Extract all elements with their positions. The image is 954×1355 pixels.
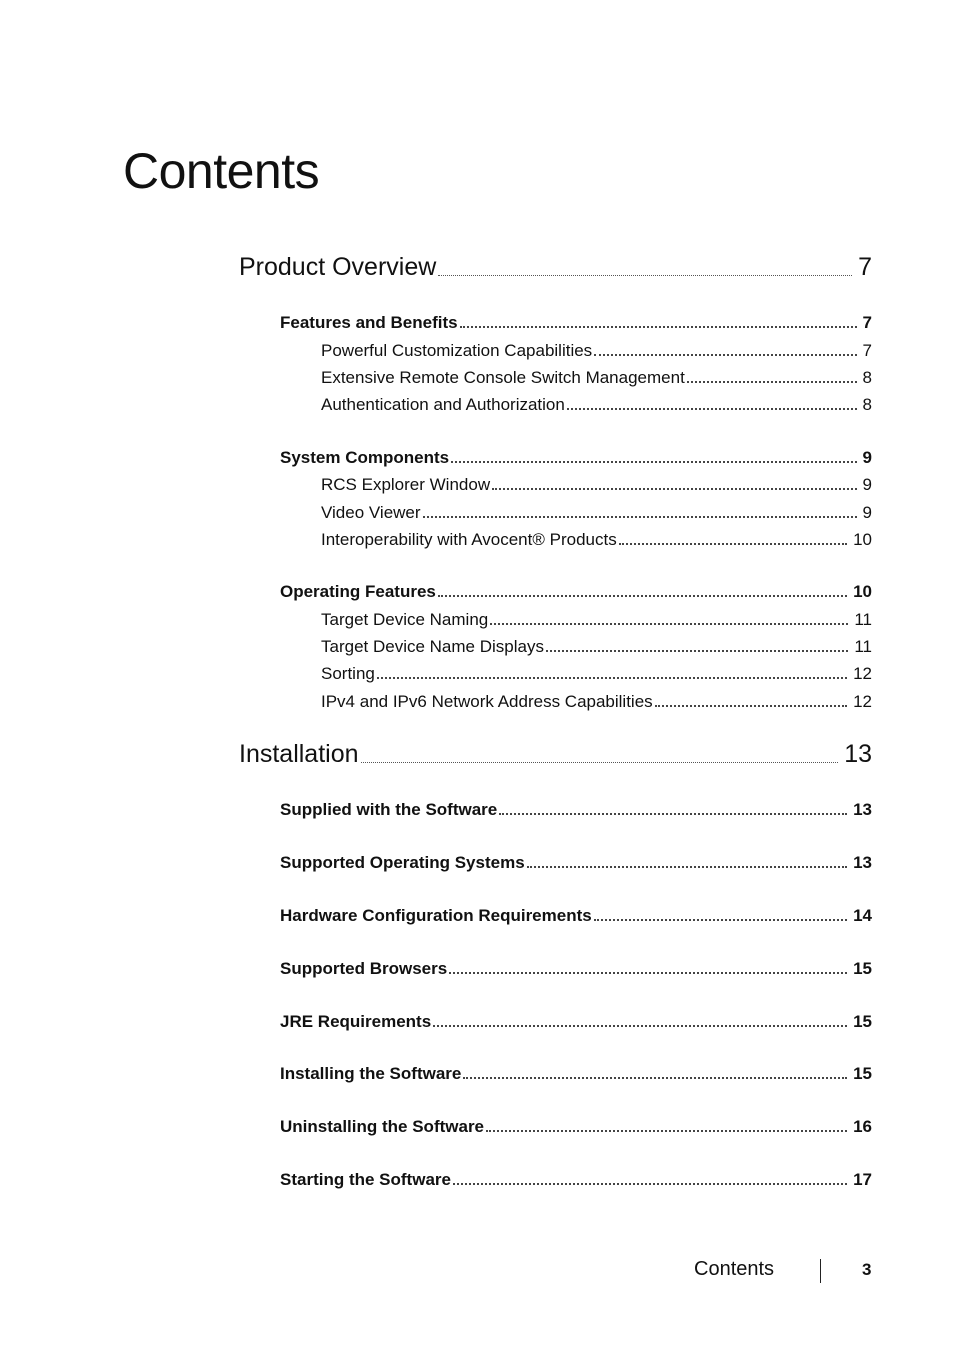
- toc-page-number: 7: [862, 341, 872, 360]
- toc-page-number: 8: [862, 395, 872, 414]
- dot-leader: [423, 516, 857, 518]
- toc-section[interactable]: [280, 1170, 872, 1190]
- dot-leader: [567, 408, 857, 410]
- toc-section[interactable]: [280, 1117, 872, 1137]
- toc-page-number: 7: [862, 313, 872, 332]
- dot-leader: [527, 866, 847, 868]
- dot-leader: [655, 705, 847, 707]
- dot-leader: [492, 488, 856, 490]
- dot-leader: [499, 813, 847, 815]
- toc-section[interactable]: [280, 959, 872, 979]
- dot-leader: [451, 461, 856, 463]
- toc-subsection[interactable]: [321, 341, 872, 361]
- dot-leader: [438, 595, 847, 597]
- footer-separator: [820, 1259, 821, 1283]
- toc-section[interactable]: [280, 800, 872, 820]
- toc-section-features-and-benefits[interactable]: [280, 313, 872, 333]
- toc-subsection[interactable]: [321, 475, 872, 495]
- toc-page-number: 13: [853, 853, 872, 872]
- toc-page-number: 10: [853, 530, 872, 549]
- toc-subsection[interactable]: [321, 395, 872, 415]
- toc-subsection-label: Extensive Remote Console Switch Management: [321, 368, 685, 387]
- toc-section-label: Supported Browsers: [280, 959, 448, 978]
- toc-subsection-label: Authentication and Authorization: [321, 395, 565, 414]
- toc-section-label: Uninstalling the Software: [280, 1117, 485, 1136]
- toc-page-number: 9: [862, 503, 872, 522]
- toc-section[interactable]: [280, 1064, 872, 1084]
- dot-leader: [687, 381, 857, 383]
- toc-subsection-label: IPv4 and IPv6 Network Address Capabilities: [321, 692, 653, 711]
- dot-leader: [453, 1183, 847, 1185]
- toc-section[interactable]: [280, 906, 872, 926]
- toc-page-number: 13: [853, 800, 872, 819]
- toc-subsection[interactable]: [321, 368, 872, 388]
- toc-section[interactable]: [280, 1012, 872, 1032]
- toc-page-number: 7: [858, 253, 872, 281]
- page-title: Contents: [123, 143, 320, 199]
- toc-chapter-installation[interactable]: [239, 740, 872, 769]
- toc-section-label: Supported Operating Systems: [280, 853, 525, 872]
- toc-subsection[interactable]: [321, 664, 872, 684]
- toc-subsection-label: Target Device Naming: [321, 610, 489, 629]
- dot-leader: [486, 1130, 847, 1132]
- toc-page-number: 13: [844, 740, 872, 768]
- toc-page-number: 17: [853, 1170, 872, 1189]
- dot-leader: [433, 1025, 847, 1027]
- dot-leader: [377, 677, 847, 679]
- dot-leader: [546, 650, 848, 652]
- footer-page-number: 3: [862, 1260, 872, 1279]
- toc-subsection-label: Powerful Customization Capabilities: [321, 341, 593, 360]
- dot-leader: [361, 762, 839, 763]
- toc-chapter-product-overview[interactable]: [239, 253, 872, 282]
- toc-section-label: Installing the Software: [280, 1064, 462, 1083]
- toc-page-number: 9: [862, 475, 872, 494]
- toc-page-number: 16: [853, 1117, 872, 1136]
- toc-page-number: 12: [853, 692, 872, 711]
- toc-subsection-label: Interoperability with Avocent® Products: [321, 530, 617, 549]
- toc-section-label: Features and Benefits: [280, 313, 458, 332]
- dot-leader: [438, 275, 852, 276]
- toc-page-number: 8: [862, 368, 872, 387]
- toc-page-number: 11: [854, 637, 872, 656]
- toc-section[interactable]: [280, 853, 872, 873]
- dot-leader: [463, 1077, 847, 1079]
- toc-subsection[interactable]: [321, 610, 872, 630]
- toc-subsection[interactable]: [321, 503, 872, 523]
- footer-label: Contents: [694, 1258, 775, 1280]
- toc-section-system-components[interactable]: [280, 448, 872, 468]
- toc-page-number: 15: [853, 1064, 872, 1083]
- toc-section-label: Starting the Software: [280, 1170, 451, 1189]
- toc-section-label: System Components: [280, 448, 450, 467]
- toc-chapter-label: Installation: [239, 740, 359, 768]
- toc-chapter-label: Product Overview: [239, 253, 437, 281]
- dot-leader: [490, 623, 848, 625]
- dot-leader: [460, 326, 857, 328]
- dot-leader: [594, 354, 856, 356]
- toc-section-label: Operating Features: [280, 582, 436, 601]
- toc-subsection-label: Target Device Name Displays: [321, 637, 544, 656]
- toc-subsection[interactable]: [321, 692, 872, 712]
- toc-subsection-label: RCS Explorer Window: [321, 475, 491, 494]
- toc-page-number: 11: [854, 610, 872, 629]
- toc-page-number: 15: [853, 959, 872, 978]
- toc-subsection[interactable]: [321, 530, 872, 550]
- toc-subsection-label: Sorting: [321, 664, 375, 683]
- toc-page-number: 15: [853, 1012, 872, 1031]
- toc-page-number: 10: [853, 582, 872, 601]
- dot-leader: [594, 919, 847, 921]
- dot-leader: [449, 972, 847, 974]
- toc-page-number: 14: [853, 906, 872, 925]
- dot-leader: [619, 543, 847, 545]
- toc-subsection[interactable]: [321, 637, 872, 657]
- toc-section-label: Hardware Configuration Requirements: [280, 906, 592, 925]
- toc-page-number: 12: [853, 664, 872, 683]
- toc-section-label: JRE Requirements: [280, 1012, 432, 1031]
- toc-subsection-label: Video Viewer: [321, 503, 421, 522]
- toc-section-operating-features[interactable]: [280, 582, 872, 602]
- toc-page-number: 9: [862, 448, 872, 467]
- toc-section-label: Supplied with the Software: [280, 800, 498, 819]
